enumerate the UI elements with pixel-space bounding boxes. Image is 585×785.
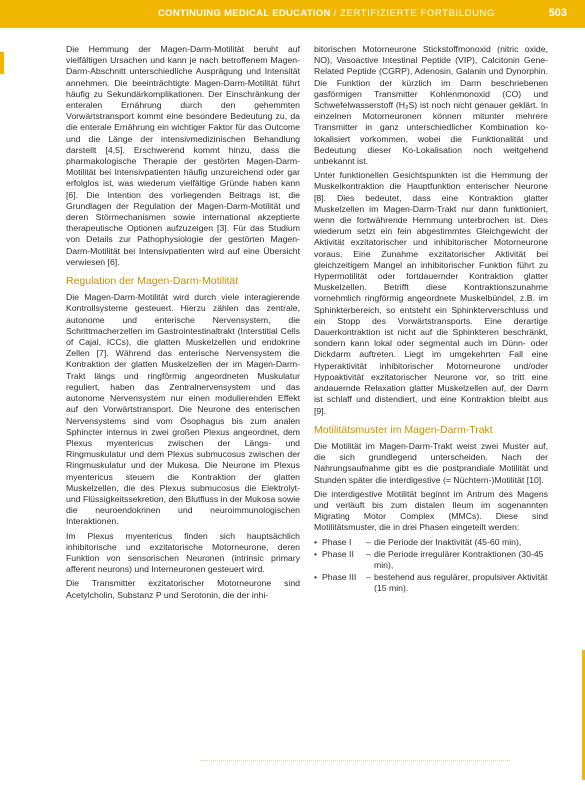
dash: – xyxy=(366,536,371,547)
phase-name: Phase II xyxy=(322,548,354,559)
bullet: • xyxy=(314,572,318,583)
list-item xyxy=(314,572,548,594)
dash: – xyxy=(366,548,371,559)
right-column xyxy=(314,44,548,596)
bullet: • xyxy=(314,548,318,559)
phase-description: die Periode irregulärer Kontraktionen (30-45 min), xyxy=(374,548,544,570)
header-section: CONTINUING MEDICAL EDUCATION xyxy=(157,8,331,19)
running-header xyxy=(158,8,495,19)
section-heading-regulation: Regulation der Magen-Darm-Motilität xyxy=(66,275,239,288)
left-edge-marker xyxy=(0,52,4,74)
paragraph: Die Hemmung der Magen-Darm-Motilität beruht auf vielfältigen Ursachen und kann je nach betroffenem Magen-Darm-Abschnitt unterschiedliche Ausprägung und Intensität annehmen. Die beeinträchtigte Magen-Darm-Motilität führt häufig zu Sekundärkomplikationen. Der Einschränkung der enteralen Ernährung durch den gehemmten Vorwärtstransport kommt eine besondere Bedeutung zu, da die enterale Ernährung ein wichtiger Faktor für das Outcome und die Länge der intensivmedizinischen Behandlung darstellt [4,5]. Erschwerend kommt hinzu, dass die pharmakologische Therapie der gestörten Magen-Darm-Motilität bei Intensivpatienten häufig unzureichend oder gar erfolglos ist, was wiederum vielfältige Gründe haben kann [6]. Die Intention des vorliegenden Beitrags ist, die Grundlagen der Regulation der Magen-Darm-Motilität und deren Störmechanismen sowie international akzeptierte therapeutische Optionen aufzuzeigen [3]. Für das Studium von Details zur Pathophysiologie der gestörten Magen-Darm-Motilität bei Intensivpatienten wird auf eine Übersicht verwiesen [6]. xyxy=(66,44,300,267)
dash: – xyxy=(366,572,371,583)
paragraph: Die Magen-Darm-Motilität wird durch viele interagierende Kontrollsysteme gesteuert. Hierzu zählen das zentrale, autonome und enterische Nervensystem, die Schrittmacherzellen im Gastrointestinaltrakt (Interstitial Cells of Cajal, ICCs), die glatten Muskelzellen und endokrine Zellen [7]. Während das enterische Nervensystem die Kontraktion der glatten Muskelzellen der im Magen-Darm-Trakt längs und ringförmig angeordneten Muskulatur reguliert, haben das Zentralnervensystem und das autonome Nervensystem nur einen modulierenden Effekt auf den Vorwärtstransport. Die Neurone des enterischen Nervensystems sind vom Ösophagus bis zum analen Sphincter internus in zwei großen Plexus angeordnet, dem Plexus myentericus zwischen der Längs- und Ringmuskulatur und dem Plexus submucosus zwischen der Ringmuskulatur und der Mukosa. Die Neurone im Plexus myentericus steuern die Kontraktion der glatten Muskelzellen, die des Plexus submucosus die Elektrolyt- und Flüssigkeitssekretion, den Blutfluss in der Mukosa sowie die neuroendokrinen und neuroimmunologischen Interaktionen. xyxy=(66,292,300,527)
header-subsection: / ZERTIFIZIERTE FORTBILDUNG xyxy=(333,8,495,19)
list-item xyxy=(314,537,548,548)
phase-name: Phase III xyxy=(322,572,357,583)
paragraph: Die interdigestive Motilität beginnt im Antrum des Magens und verläuft bis zum distalen Ileum im sogenannten Migrating Motor Complex (MMCs). Diese sind Motilitätsmuster, die in drei Phasen eingeteilt werden: xyxy=(314,488,548,533)
phase-name: Phase I xyxy=(322,536,352,547)
phase-description: bestehend aus regulärer, propulsiver Aktivität (15 min). xyxy=(374,572,548,594)
left-column xyxy=(66,44,300,604)
section-heading-motility-patterns: Motilitätsmuster im Magen-Darm-Trakt xyxy=(314,423,493,436)
paragraph: bitorischen Motorneurone Stickstoffmonoxid (nitric oxide, NO), Vasoactive Intestinal Peptide (VIP), Calcitonin Gene-Related Peptide (CGRP), Adenosin, Galanin und Dynorphin. Die Funktion der kürzlich im Darm beschriebenen gasförmigen Transmitter Kohlenmonoxid (CO) und Schwefelwasserstoff (H₂S) ist noch nicht genauer geklärt. In einzelnen Motorneuronen können mitunter mehrere Transmitter in ganz unterschiedlicher Kombination ko-lokalisiert vorkommen, wobei die Funktionalität und Bedeutung dieser Ko-Lokalisation noch weitgehend unbekannt ist. xyxy=(314,44,548,167)
paragraph: Die Motilität im Magen-Darm-Trakt weist zwei Muster auf, die sich grundlegend unterscheiden. Nach der Nahrungsaufnahme gibt es die postprandiale Motilität und Stunden später die interdigestive (= Nüchtern-)Motilität [10]. xyxy=(314,440,548,485)
phase-description: die Periode der Inaktivität (45-60 min), xyxy=(374,536,522,547)
footer-divider xyxy=(200,760,510,761)
list-item xyxy=(314,549,548,571)
paragraph: Unter funktionellen Gesichtspunkten ist die Hemmung der Muskelkontraktion die Hauptfunktion enterischer Neurone [8]. Dies bedeutet, dass eine Kontraktion glatter Muskelzellen im Magen-Darm-Trakt nur dann funktioniert, wenn die fortwährende Hemmung unterbrochen ist. Dies wiederum setzt ein fein abgestimmtes Gleichgewicht der Aktivität exzitatorischer und inhibitorischer Motorneurone voraus. Eine Zunahme exzitatorischer Aktivität bei gleichzeitigem Mangel an inhibitorischer Funktion führt zu Hypermotilität oder fortdauernder Kontraktion glatter Muskelzellen. Betrifft diese Kontraktionszunahme vornehmlich ringförmig angeordnete Muskelbündel, z.B. im Sphinkterbereich, so entsteht ein Sphinkterverschluss und ein Stopp des Vorwärtstransports. Eine derartige Dauerkontraktion ist nicht auf die Sphinkteren beschränkt, sondern kann lokal oder segmental auch im Dünn- oder Dickdarm auftreten. Liegt im umgekehrten Fall eine Hyperaktivität inhibitorischer Motorneurone und/oder Hypoaktivität exzitatorischer Neurone vor, so tritt eine andauernde Relaxation glatter Muskelzellen auf, der Darm ist schlaff und distendiert, und eine Kontraktion bleibt aus [9]. xyxy=(314,170,548,416)
phase-list xyxy=(314,537,548,595)
paragraph: Im Plexus myentericus finden sich hauptsächlich inhibitorische und exzitatorische Motorneurone, deren Funktion von sensorischen Neuronen (intrinsic primary afferent neurons) und Interneuronen gesteuert wird. xyxy=(66,530,300,575)
page-number: 503 xyxy=(548,7,567,19)
bullet: • xyxy=(314,536,318,547)
paragraph: Die Transmitter exzitatorischer Motorneurone sind Acetylcholin, Substanz P und Serotonin, die der inhi- xyxy=(66,578,300,600)
